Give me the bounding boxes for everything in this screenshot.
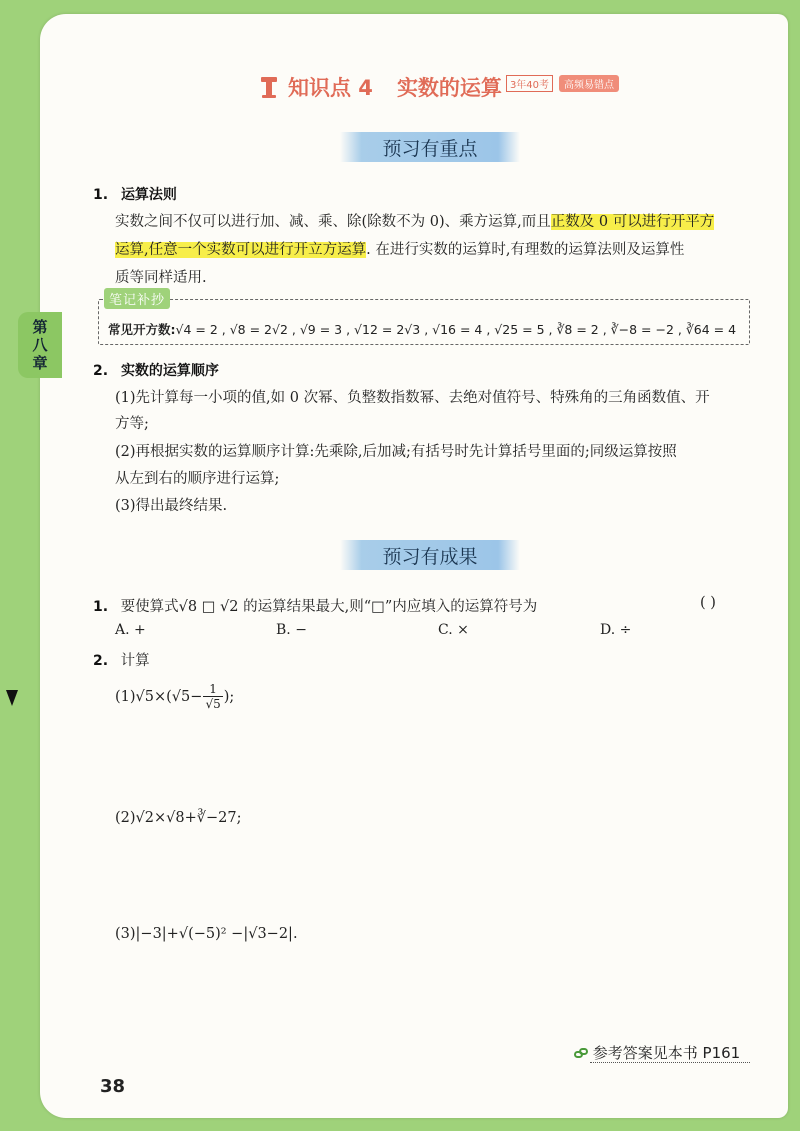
section2-heading: [93, 360, 219, 380]
chapter-tab[interactable]: [18, 312, 62, 378]
section2-line: (1)先计算每一小项的值,如 0 次幂、负整数指数幂、去绝对值符号、特殊角的三角函数值、开: [115, 390, 710, 406]
question-stem: 要使算式√8 □ √2 的运算结果最大,则“□”内应填入的运算符号为: [120, 599, 538, 615]
link-icon: [574, 1046, 588, 1060]
kp-label: 知识点 4: [288, 76, 373, 100]
answer-bracket[interactable]: ( ): [700, 595, 716, 611]
section1-number: 1.: [93, 187, 109, 203]
option-d[interactable]: D. ÷: [600, 622, 632, 638]
option-b[interactable]: B. −: [276, 622, 307, 638]
section1-line1: [115, 210, 714, 231]
hot-point-badge: 高频易错点: [559, 75, 619, 92]
section1-line2: [115, 238, 684, 259]
question-number: 2.: [93, 653, 109, 669]
fraction-numerator: 1: [209, 682, 217, 696]
kp-subtitle: 实数的运算: [396, 76, 502, 100]
expr-part: (1)√5×(√5−: [115, 688, 203, 705]
banner-label: 预习有重点: [382, 137, 478, 160]
page-number: 38: [100, 1076, 126, 1097]
chapter-tab-char: 章: [32, 354, 48, 372]
dotted-underline: [590, 1062, 750, 1063]
note-label: 常见开方数:: [108, 322, 176, 337]
question-2: [93, 649, 150, 670]
subquestion-2: (2)√2×√8+∛−27;: [115, 810, 242, 826]
answer-reference[interactable]: [574, 1042, 740, 1063]
section2-line: (2)再根据实数的运算顺序计算:先乘除,后加减;有括号时先计算括号里面的;同级运算按照: [115, 444, 677, 460]
exam-count-badge: 3年40考: [506, 75, 553, 92]
text-run: 实数之间不仅可以进行加、减、乘、除(除数不为 0)、乘方运算,而且: [115, 214, 551, 230]
subquestion-3: (3)|−3|+√(−5)² −|√3−2|.: [115, 926, 298, 942]
highlighted-text: 运算,任意一个实数可以进行开立方运算: [115, 242, 367, 258]
chapter-tab-char: 第: [32, 318, 48, 336]
fraction-denominator: √5: [205, 697, 221, 711]
text-run: . 在进行实数的运算时,有理数的运算法则及运算性: [366, 242, 685, 258]
section-banner-preview-result: [340, 540, 520, 570]
flag-icon: [258, 75, 280, 99]
fraction: [203, 682, 222, 711]
subquestion-1: [115, 682, 234, 711]
option-a[interactable]: A. +: [115, 622, 146, 638]
banner-label: 预习有成果: [382, 545, 478, 568]
knowledge-point-title: [258, 72, 619, 102]
edge-marker-icon: [6, 690, 18, 706]
section2-number: 2.: [93, 363, 109, 379]
question-1: [93, 595, 537, 616]
highlighted-text: 正数及 0 可以进行开平方: [550, 214, 715, 230]
chapter-tab-char: 八: [32, 336, 48, 354]
section2-line: 从左到右的顺序进行运算;: [115, 471, 280, 487]
note-text: [108, 320, 736, 338]
section2-title: 实数的运算顺序: [120, 363, 219, 379]
section1-line3: 质等同样适用.: [115, 270, 207, 286]
section2-line: 方等;: [115, 416, 149, 432]
note-tag: 笔记补抄: [104, 288, 170, 309]
note-formulas: √4 = 2 , √8 = 2√2 , √9 = 3 , √12 = 2√3 , √16 = 4 , √25 = 5 , ∛8 = 2 , ∛−8 = −2 , ∛64 = 4: [175, 322, 737, 337]
section-banner-preview-focus: [340, 132, 520, 162]
section2-line: (3)得出最终结果.: [115, 498, 228, 514]
question-number: 1.: [93, 599, 109, 615]
answer-reference-text: 参考答案见本书 P161: [592, 1044, 741, 1062]
section1-heading: [93, 184, 177, 204]
section1-title: 运算法则: [120, 187, 177, 203]
question-title: 计算: [120, 653, 150, 669]
expr-part: );: [223, 688, 235, 705]
option-c[interactable]: C. ×: [438, 622, 469, 638]
